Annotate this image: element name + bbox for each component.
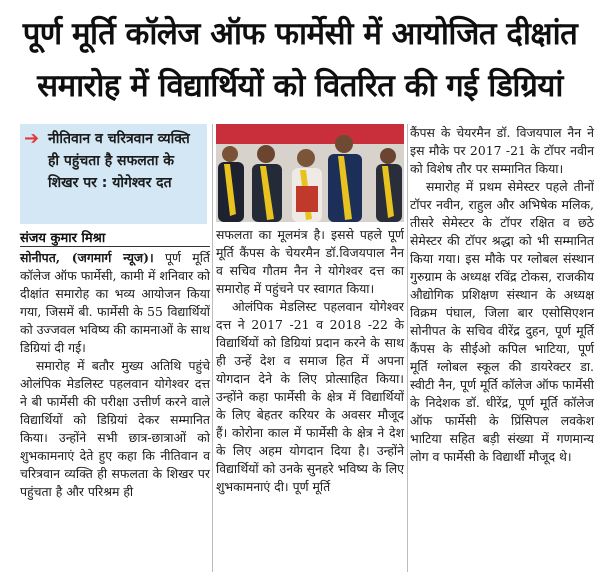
event-photo-illustration [216,124,404,222]
article-column-3 [410,124,594,466]
headline [0,0,600,118]
article-column-1 [20,249,210,501]
event-photo [216,124,404,222]
arrow-icon: ➔ [24,128,40,149]
banner-backdrop [216,124,404,144]
column-2-paragraph-1: सफलता का मूलमंत्र है। इससे पहले पूर्ण मूर्ति कैंपस के चेयरमैन डॉ.विजयपाल नैन व सचिव गौतम नैन ने योगेश्वर दत्त का समारोह में पहुंचने पर स्वागत किया। [216,227,404,296]
column-3-paragraph-2: समारोह में प्रथम सेमेस्टर पहले तीनों टॉपर नवीन, राहुल और अभिषेक मलिक, तीसरे सेमेस्टर के टॉपर रक्षित व छठे सेमेस्टर की टॉपर श्रद्धा को भी सम्मानित किया गया। इस मौके पर ग्लोबल संस्थान गुरुग्राम के अध्यक्ष रविंद्र टोकस, राजकीय औद्योगिक प्रशिक्षण संस्थान के अध्यक्ष विक्रम पंघाल, जिला बार एसोसिएशन सोनीपत के सचिव वीरेंद्र दुहन, पूर्ण मूर्ति कैंपस के सीईओ कपिल भाटिया, पूर्ण मूर्ति ग्लोबल स्कूल की डायरेक्टर डा. स्वीटी नैन, पूर्ण मूर्ति कॉलेज ऑफ फार्मेसी के निदेशक डॉ. धीरेंद्र, पूर्ण मूर्ति कॉलेज ऑफ फार्मेसी के प्रिंसिपल लवकेश भाटिया सहित बड़ी संख्या में गणमान्य लोग व फार्मेसी के विद्यार्थी मौजूद थे। [410,179,594,464]
headline-line-1: पूर्ण मूर्ति कॉलेज ऑफ फार्मेसी में आयोजित दीक्षांत [22,16,578,52]
certificate-folder [296,186,318,212]
pull-quote-box [20,124,207,224]
column-2-paragraph-2: ओलंपिक मेडलिस्ट पहलवान योगेश्वर दत्त ने 2017 -21 व 2018 -22 के विद्यार्थियों को डिग्रियां प्रदान करने के साथ ही उन्हें देश व समाज हित में अपना योगदान देने के लिए प्रोत्साहित किया। उन्होंने कहा फार्मेसी के क्षेत्र में विद्यार्थियों के लिए बेहतर करियर के अवसर मौजूद हैं। कोरोना काल में फार्मेसी के क्षेत्र ने देश के लिए अहम योगदान दिया है। उन्होंने विद्यार्थियों को उनके सुनहरे भविष्य के लिए शुभकामनाएं दी। पूर्ण मूर्ति [216,299,404,494]
column-divider-1 [212,124,213,572]
headline-line-2: समारोह में विद्यार्थियों को वितरित की गई डिग्रियां [37,68,563,104]
byline: संजय कुमार मिश्रा [20,231,106,246]
column-1-paragraph-1 [20,249,210,357]
column-1-paragraph-2: समारोह में बतौर मुख्य अतिथि पहुंचे ओलंपिक मेडलिस्ट पहलवान योगेश्वर दत्त ने बी फार्मेसी की परीक्षा उत्तीर्ण करने वाले विद्यार्थियों को डिग्रियां देकर सम्मानित किया। उन्होंने सभी छात्र-छात्राओं को शुभकामनाएं देते हुए कहा कि नीतिवान व चरित्रवान व्यक्ति ही सफलता के शिखर पर पहुंचता है और परिश्रम ही [20,358,210,499]
column-1-paragraph-1-text: पूर्ण मूर्ति कॉलेज ऑफ फार्मेसी, कामी में शनिवार को दीक्षांत समारोह का भव्य आयोजन किया गया, जिसमें बी. फार्मेसी के 55 विद्यार्थियों को उज्जवल भविष्य की कामनाओं के साथ डिग्रियां दी गई। [20,250,210,355]
byline-rule [20,246,210,247]
column-3-paragraph-1: कैंपस के चेयरमैन डॉ. विजयपाल नैन ने इस मौके पर 2017 -21 के टॉपर नवीन को विशेष तौर पर सम्मानित किया। [410,125,594,176]
column-divider-2 [407,124,408,572]
pull-quote-text: नीतिवान व चरित्रवान व्यक्ति ही पहुंचता है सफलता के शिखर पर : योगेश्वर दत [48,131,190,191]
dateline: सोनीपत, (जगमार्ग न्यूज)। [20,250,154,265]
article-column-2 [216,226,404,496]
